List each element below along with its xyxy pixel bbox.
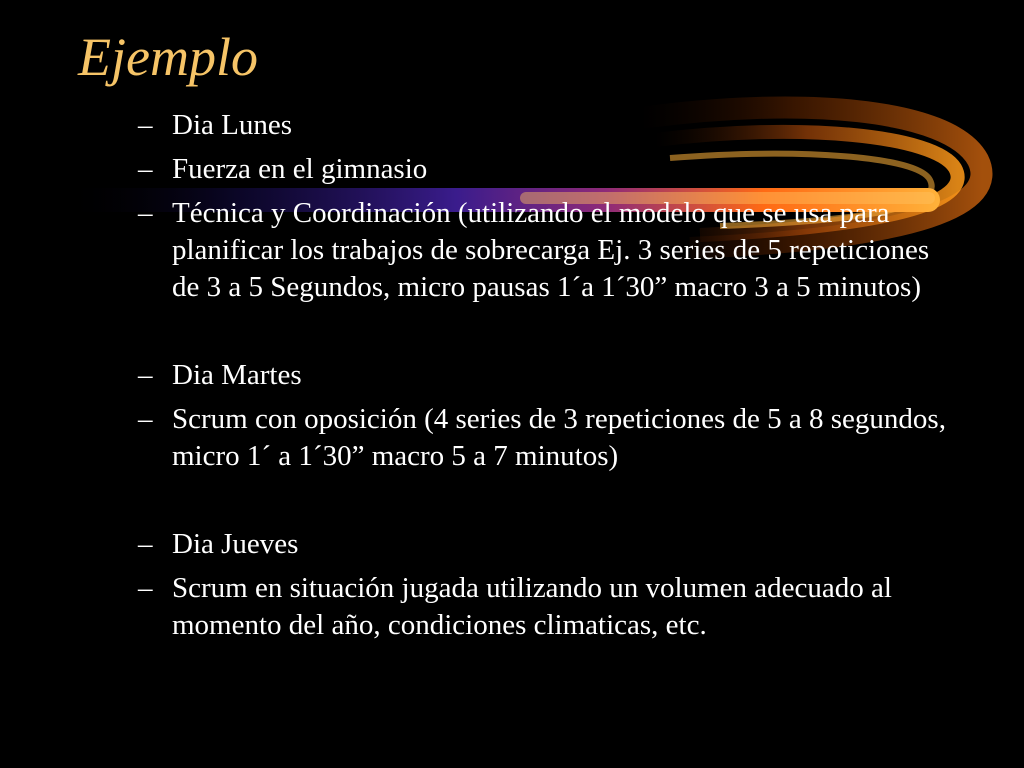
bullet-marker: – xyxy=(138,528,153,560)
bullet-list xyxy=(138,107,958,651)
slide-title: Ejemplo xyxy=(78,27,258,87)
bullet-item xyxy=(138,107,958,144)
bullet-text: Fuerza en el gimnasio xyxy=(172,153,428,185)
bullet-item xyxy=(138,401,958,475)
bullet-marker: – xyxy=(138,197,153,229)
bullet-text: Dia Martes xyxy=(172,359,302,391)
bullet-item xyxy=(138,195,958,306)
bullet-text: Scrum en situación jugada utilizando un volumen adecuado al momento del año, condiciones climaticas, etc. xyxy=(172,572,892,641)
bullet-item xyxy=(138,526,958,563)
bullet-marker: – xyxy=(138,153,153,185)
bullet-item xyxy=(138,357,958,394)
bullet-marker: – xyxy=(138,403,153,435)
bullet-item xyxy=(138,151,958,188)
bullet-marker: – xyxy=(138,359,153,391)
bullet-marker: – xyxy=(138,109,153,141)
bullet-marker: – xyxy=(138,572,153,604)
bullet-item xyxy=(138,570,958,644)
bullet-text: Técnica y Coordinación (utilizando el modelo que se usa para planificar los trabajos de sobrecarga Ej. 3 series de 5 repeticiones de 3 a 5 Segundos, micro pausas 1´a 1´30” macro 3 a 5 minutos) xyxy=(172,197,930,303)
bullet-text: Dia Jueves xyxy=(172,528,299,560)
bullet-text: Dia Lunes xyxy=(172,109,292,141)
bullet-text: Scrum con oposición (4 series de 3 repeticiones de 5 a 8 segundos, micro 1´ a 1´30” macro 5 a 7 minutos) xyxy=(172,403,946,472)
